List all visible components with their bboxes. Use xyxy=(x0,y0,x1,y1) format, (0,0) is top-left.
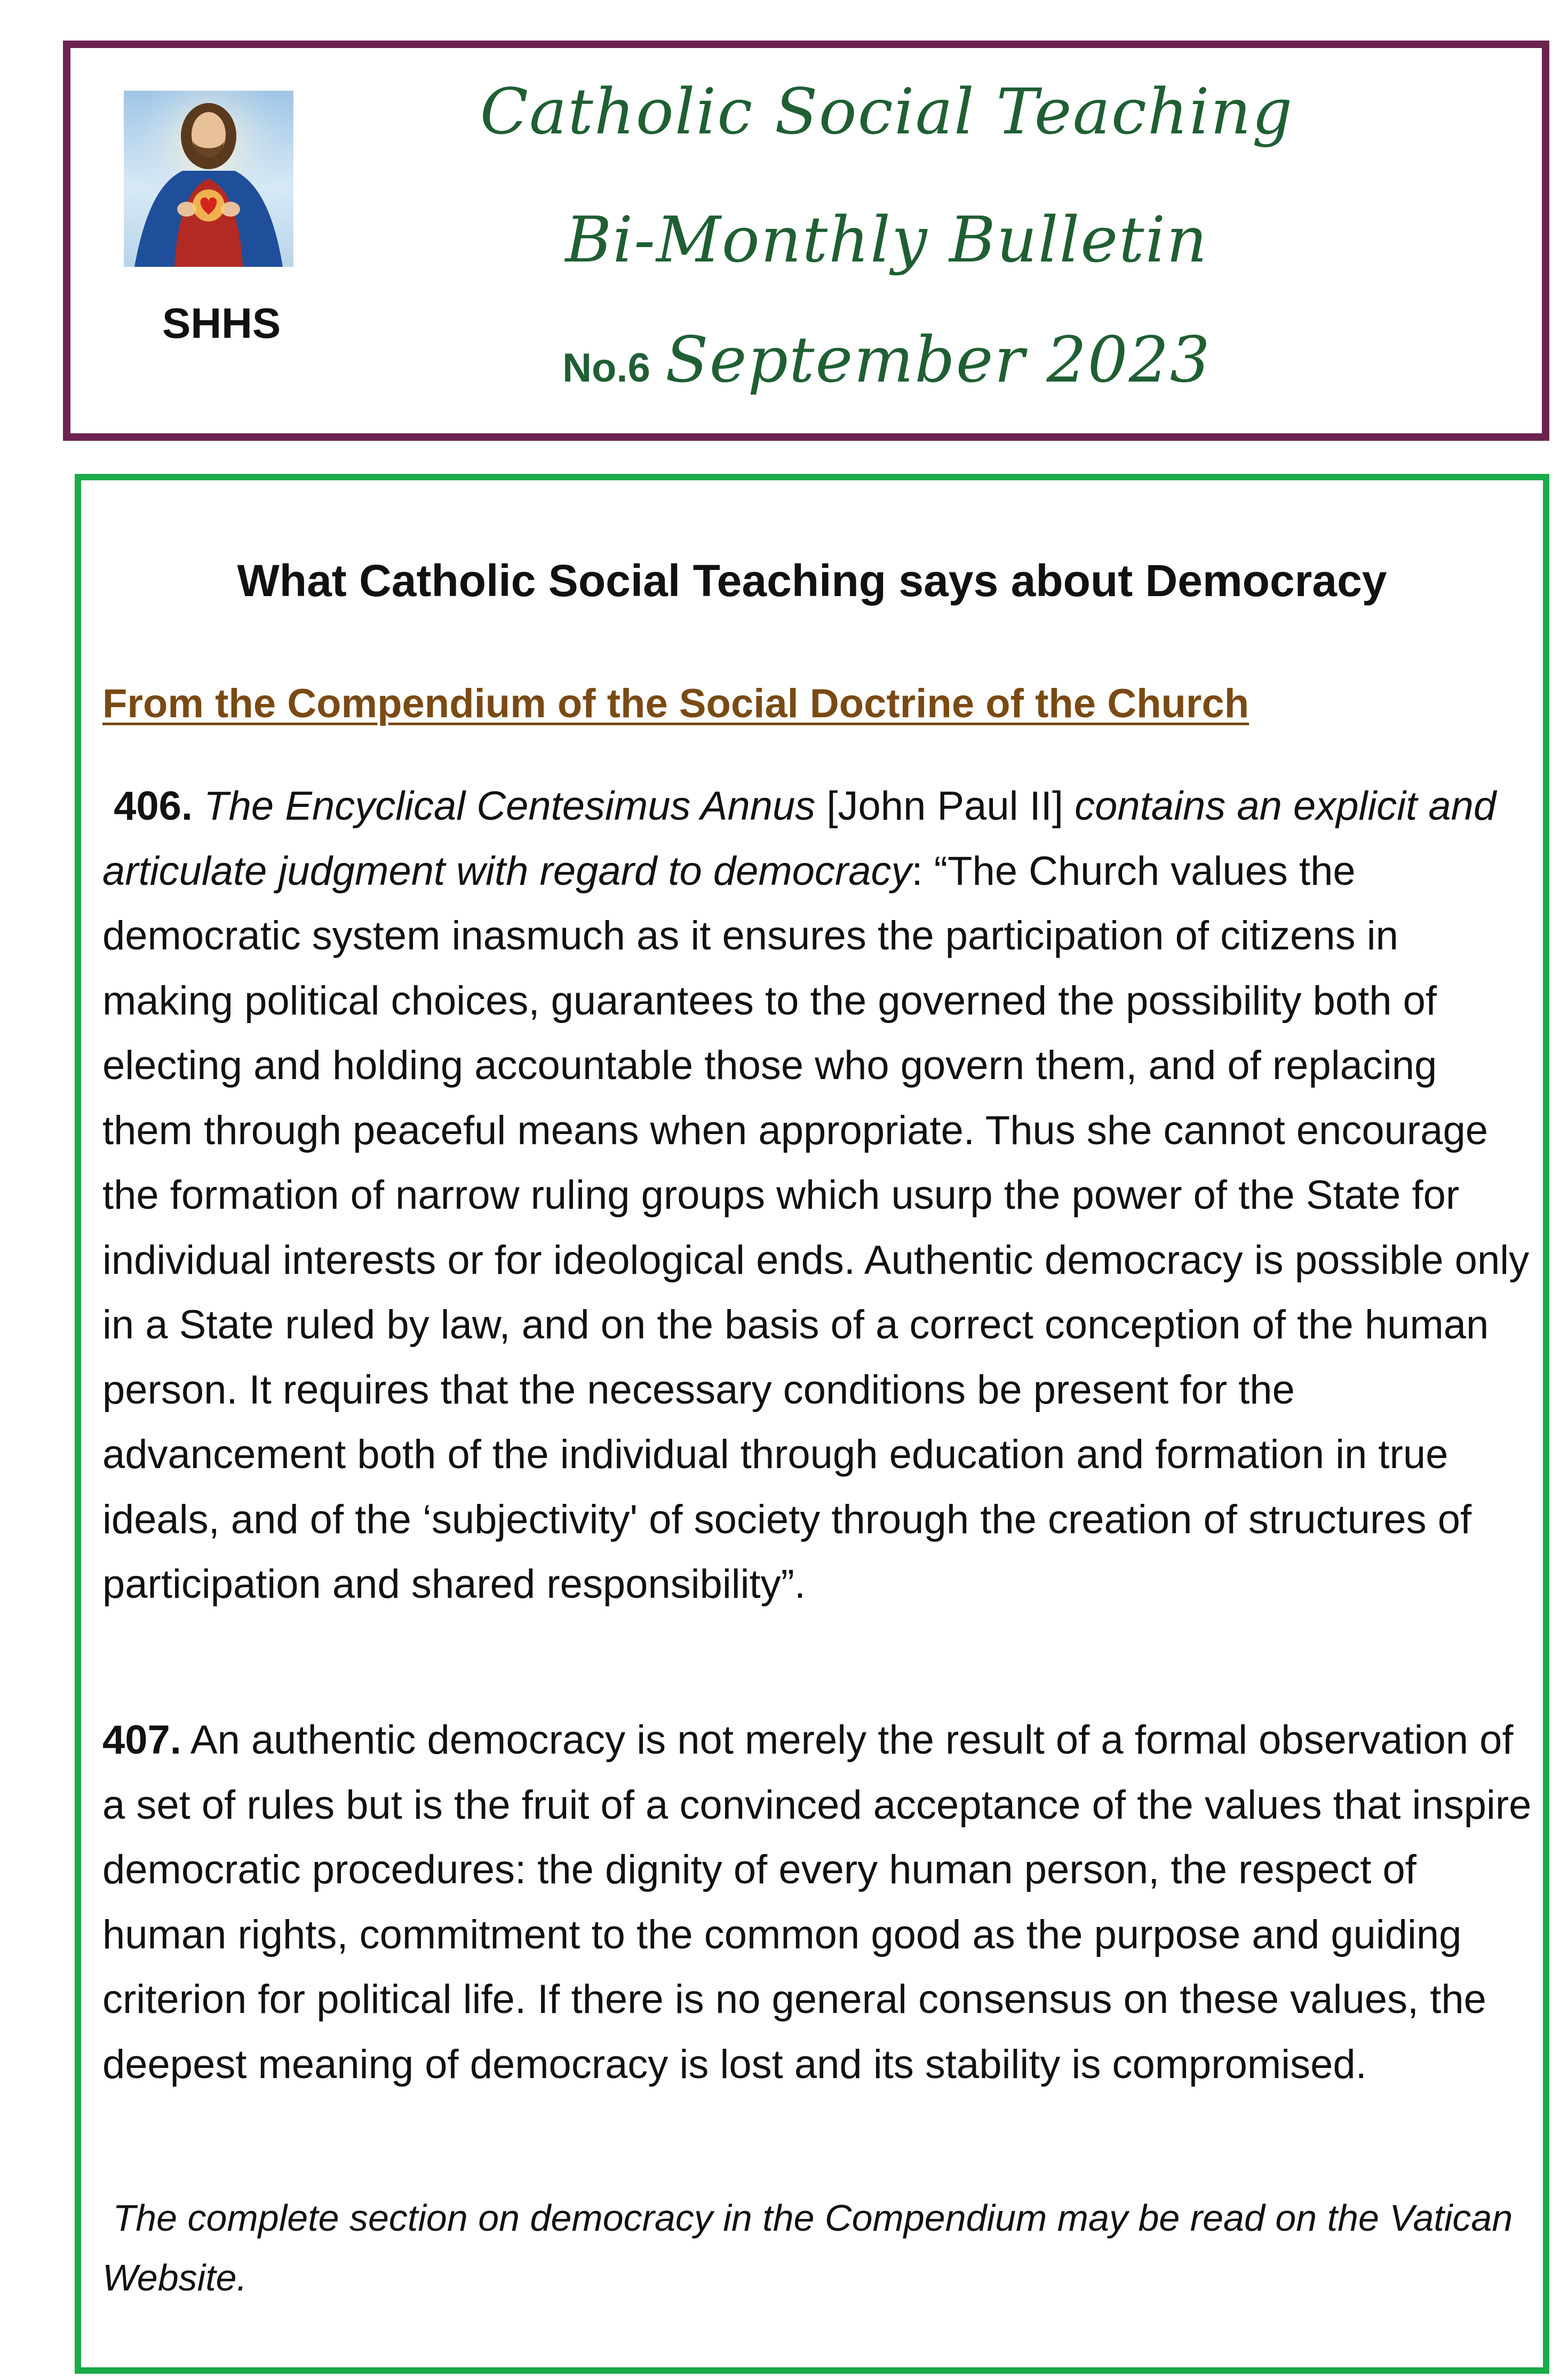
paragraph-number: 406. xyxy=(114,783,193,829)
bulletin-title: Catholic Social Teaching xyxy=(480,75,1294,148)
footnote-text: The complete section on democracy in the Compendium may be read on the Vatican Website. xyxy=(102,2197,1513,2298)
paragraph-italic-text: The Encyclical Centesimus Annus xyxy=(204,783,816,829)
footnote xyxy=(102,2188,1532,2308)
issue-number: No.6 xyxy=(562,345,650,391)
paragraph-number: 407. xyxy=(102,1717,181,1763)
paragraph-body: : “The Church values the democratic system inasmuch as it ensures the participation of citizens in making political choices, guarantees to the governed the possibility both of electing and holding accountable those who govern them, and of replacing them through peaceful means when appropriate. Thus she cannot encourage the formation of narrow ruling groups which usurp the power of the State for individual interests or for ideological ends. Authentic democracy is possible only in a State ruled by law, and on the basis of a correct conception of the human person. It requires that the necessary conditions be present for the advancement both of the individual through education and formation in true ideals, and of the ‘subjectivity' of society through the creation of structures of participation and shared responsibility”. xyxy=(102,848,1530,1607)
paragraph-407 xyxy=(102,1708,1532,2097)
issue-date: September 2023 xyxy=(665,323,1211,397)
paragraph-italic-text: contains an explicit and articulate judgment with regard to democracy xyxy=(102,783,1497,894)
bulletin-header xyxy=(63,41,1549,441)
paragraph-406 xyxy=(102,774,1532,1617)
paragraph-bracket-text: [John Paul II] xyxy=(826,783,1064,829)
source-heading: From the Compendium of the Social Doctrine of the Church xyxy=(102,681,1249,726)
sacred-heart-portrait-icon xyxy=(124,91,293,267)
issue-line xyxy=(295,323,1479,397)
parish-label: SHHS xyxy=(162,299,281,347)
article-title: What Catholic Social Teaching says about Democracy xyxy=(237,556,1387,606)
paragraph-body: An authentic democracy is not merely the result of a formal observation of a set of rules but is the fruit of a convinced acceptance of the values that inspire democratic procedures: the dignity of every human person, the respect of human rights, commitment to the common good as the purpose and guiding criterion for political life. If there is no general consensus on these values, the deepest meaning of democracy is lost and its stability is compromised. xyxy=(102,1717,1532,2087)
article-panel xyxy=(75,474,1549,2374)
bulletin-subtitle: Bi-Monthly Bulletin xyxy=(565,203,1208,276)
